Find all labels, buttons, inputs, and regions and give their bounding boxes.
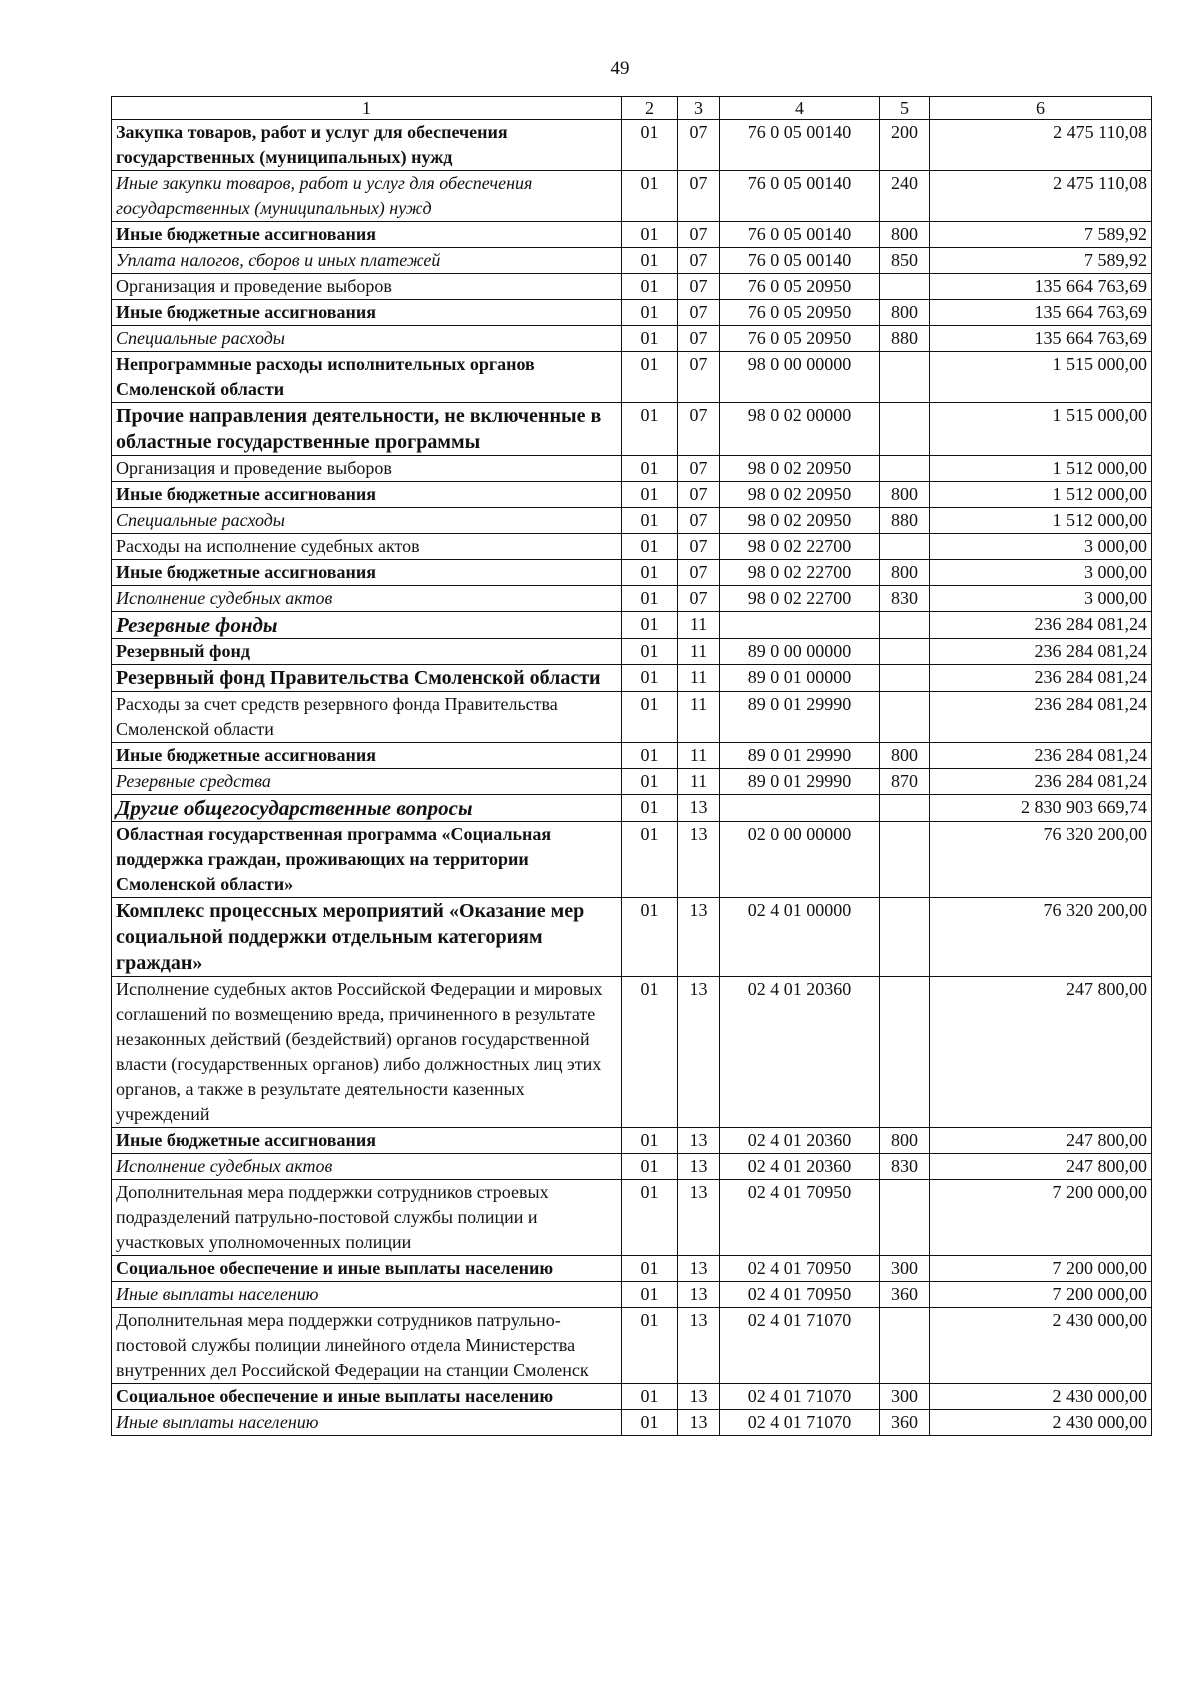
row-name: Другие общегосударственные вопросы — [112, 795, 622, 822]
table-row — [112, 769, 1152, 795]
row-expense-type: 800 — [880, 222, 930, 248]
row-target-code: 02 4 01 70950 — [720, 1256, 880, 1282]
row-section-code: 01 — [622, 769, 678, 795]
row-expense-type — [880, 639, 930, 665]
row-section-code: 01 — [622, 612, 678, 639]
row-name: Комплекс процессных мероприятий «Оказание мер социальной поддержки отдельным категориям граждан» — [112, 898, 622, 977]
row-amount: 2 475 110,08 — [930, 120, 1152, 171]
row-name: Специальные расходы — [112, 508, 622, 534]
row-target-code: 98 0 02 20950 — [720, 482, 880, 508]
row-name: Исполнение судебных актов Российской Федерации и мировых соглашений по возмещению вреда, причиненного в результате незаконных действий (бездействий) органов государственной власти (государственных органов) либо должностных лиц этих органов, а также в результате деятельности казенных учреждений — [112, 977, 622, 1128]
row-name: Иные бюджетные ассигнования — [112, 300, 622, 326]
row-subsection-code: 13 — [678, 977, 720, 1128]
table-row — [112, 248, 1152, 274]
row-name: Закупка товаров, работ и услуг для обеспечения государственных (муниципальных) нужд — [112, 120, 622, 171]
header-row — [112, 97, 1152, 120]
row-subsection-code: 07 — [678, 248, 720, 274]
row-subsection-code: 13 — [678, 1154, 720, 1180]
row-amount: 3 000,00 — [930, 534, 1152, 560]
row-expense-type — [880, 456, 930, 482]
table-row — [112, 586, 1152, 612]
row-name: Иные бюджетные ассигнования — [112, 482, 622, 508]
row-name: Резервный фонд Правительства Смоленской области — [112, 665, 622, 692]
table-row — [112, 665, 1152, 692]
table-row — [112, 612, 1152, 639]
row-section-code: 01 — [622, 403, 678, 456]
row-section-code: 01 — [622, 534, 678, 560]
row-expense-type: 870 — [880, 769, 930, 795]
row-name: Резервные средства — [112, 769, 622, 795]
row-target-code: 02 4 01 20360 — [720, 1154, 880, 1180]
row-name: Иные закупки товаров, работ и услуг для обеспечения государственных (муниципальных) нужд — [112, 171, 622, 222]
row-target-code: 76 0 05 20950 — [720, 326, 880, 352]
row-amount: 1 512 000,00 — [930, 456, 1152, 482]
header-col-4: 4 — [720, 97, 880, 120]
table-row — [112, 403, 1152, 456]
row-name: Расходы на исполнение судебных актов — [112, 534, 622, 560]
table-row — [112, 977, 1152, 1128]
row-section-code: 01 — [622, 326, 678, 352]
row-name: Иные выплаты населению — [112, 1282, 622, 1308]
row-subsection-code: 13 — [678, 795, 720, 822]
row-subsection-code: 07 — [678, 171, 720, 222]
table-row — [112, 1282, 1152, 1308]
table-row — [112, 822, 1152, 898]
row-target-code: 76 0 05 20950 — [720, 274, 880, 300]
table-row — [112, 1154, 1152, 1180]
row-amount: 247 800,00 — [930, 1154, 1152, 1180]
row-amount: 2 430 000,00 — [930, 1308, 1152, 1384]
row-section-code: 01 — [622, 482, 678, 508]
table-row — [112, 1180, 1152, 1256]
table-row — [112, 639, 1152, 665]
row-expense-type: 800 — [880, 560, 930, 586]
row-section-code: 01 — [622, 1256, 678, 1282]
row-section-code: 01 — [622, 586, 678, 612]
row-amount: 135 664 763,69 — [930, 300, 1152, 326]
row-name: Уплата налогов, сборов и иных платежей — [112, 248, 622, 274]
row-target-code: 98 0 02 22700 — [720, 586, 880, 612]
row-subsection-code: 13 — [678, 1282, 720, 1308]
table-row — [112, 743, 1152, 769]
row-expense-type: 850 — [880, 248, 930, 274]
row-expense-type: 800 — [880, 743, 930, 769]
row-name: Организация и проведение выборов — [112, 456, 622, 482]
row-expense-type — [880, 822, 930, 898]
row-subsection-code: 13 — [678, 1128, 720, 1154]
row-subsection-code: 07 — [678, 534, 720, 560]
row-target-code — [720, 795, 880, 822]
table-row — [112, 692, 1152, 743]
row-expense-type — [880, 977, 930, 1128]
row-amount: 1 512 000,00 — [930, 482, 1152, 508]
row-amount: 3 000,00 — [930, 586, 1152, 612]
row-expense-type: 200 — [880, 120, 930, 171]
row-target-code: 98 0 02 20950 — [720, 508, 880, 534]
table-row — [112, 274, 1152, 300]
row-amount: 2 475 110,08 — [930, 171, 1152, 222]
row-expense-type: 300 — [880, 1256, 930, 1282]
row-subsection-code: 07 — [678, 120, 720, 171]
row-expense-type — [880, 1180, 930, 1256]
row-section-code: 01 — [622, 665, 678, 692]
row-section-code: 01 — [622, 795, 678, 822]
row-subsection-code: 13 — [678, 1384, 720, 1410]
row-section-code: 01 — [622, 274, 678, 300]
table-row — [112, 456, 1152, 482]
row-target-code: 02 4 01 20360 — [720, 977, 880, 1128]
row-target-code: 89 0 01 29990 — [720, 769, 880, 795]
row-amount: 236 284 081,24 — [930, 769, 1152, 795]
row-name: Областная государственная программа «Социальная поддержка граждан, проживающих на территории Смоленской области» — [112, 822, 622, 898]
row-name: Дополнительная мера поддержки сотрудников патрульно-постовой службы полиции линейного отдела Министерства внутренних дел Российской Федерации на станции Смоленск — [112, 1308, 622, 1384]
row-target-code: 02 4 01 70950 — [720, 1180, 880, 1256]
row-expense-type — [880, 692, 930, 743]
row-amount: 7 589,92 — [930, 248, 1152, 274]
row-target-code: 98 0 02 20950 — [720, 456, 880, 482]
table-header — [112, 97, 1152, 120]
row-target-code: 76 0 05 00140 — [720, 222, 880, 248]
row-amount: 76 320 200,00 — [930, 822, 1152, 898]
row-subsection-code: 07 — [678, 403, 720, 456]
header-col-1: 1 — [112, 97, 622, 120]
row-amount: 236 284 081,24 — [930, 639, 1152, 665]
row-subsection-code: 13 — [678, 822, 720, 898]
row-name: Иные бюджетные ассигнования — [112, 222, 622, 248]
row-section-code: 01 — [622, 1154, 678, 1180]
row-expense-type: 800 — [880, 482, 930, 508]
row-expense-type — [880, 612, 930, 639]
row-name: Специальные расходы — [112, 326, 622, 352]
row-section-code: 01 — [622, 120, 678, 171]
row-target-code: 76 0 05 20950 — [720, 300, 880, 326]
row-target-code: 98 0 02 00000 — [720, 403, 880, 456]
row-expense-type — [880, 898, 930, 977]
row-section-code: 01 — [622, 1180, 678, 1256]
row-target-code: 89 0 01 00000 — [720, 665, 880, 692]
row-section-code: 01 — [622, 743, 678, 769]
row-name: Иные бюджетные ассигнования — [112, 560, 622, 586]
row-amount: 135 664 763,69 — [930, 274, 1152, 300]
row-name: Непрограммные расходы исполнительных органов Смоленской области — [112, 352, 622, 403]
row-expense-type: 360 — [880, 1282, 930, 1308]
table-row — [112, 1256, 1152, 1282]
row-amount: 7 589,92 — [930, 222, 1152, 248]
row-expense-type: 240 — [880, 171, 930, 222]
row-target-code: 98 0 02 22700 — [720, 560, 880, 586]
header-col-5: 5 — [880, 97, 930, 120]
row-subsection-code: 13 — [678, 898, 720, 977]
table-row — [112, 300, 1152, 326]
table-row — [112, 898, 1152, 977]
row-name: Иные бюджетные ассигнования — [112, 743, 622, 769]
row-amount: 236 284 081,24 — [930, 743, 1152, 769]
row-subsection-code: 07 — [678, 560, 720, 586]
table-row — [112, 534, 1152, 560]
row-subsection-code: 07 — [678, 482, 720, 508]
row-section-code: 01 — [622, 1410, 678, 1436]
row-section-code: 01 — [622, 692, 678, 743]
row-subsection-code: 13 — [678, 1256, 720, 1282]
row-target-code: 02 4 01 71070 — [720, 1384, 880, 1410]
row-subsection-code: 11 — [678, 665, 720, 692]
row-amount: 7 200 000,00 — [930, 1282, 1152, 1308]
row-section-code: 01 — [622, 822, 678, 898]
table-row — [112, 1128, 1152, 1154]
row-target-code: 89 0 00 00000 — [720, 639, 880, 665]
row-name: Иные выплаты населению — [112, 1410, 622, 1436]
row-target-code: 89 0 01 29990 — [720, 743, 880, 769]
row-expense-type — [880, 665, 930, 692]
row-expense-type: 360 — [880, 1410, 930, 1436]
row-subsection-code: 11 — [678, 743, 720, 769]
row-section-code: 01 — [622, 1308, 678, 1384]
row-amount: 2 830 903 669,74 — [930, 795, 1152, 822]
row-name: Иные бюджетные ассигнования — [112, 1128, 622, 1154]
row-expense-type: 830 — [880, 586, 930, 612]
row-amount: 3 000,00 — [930, 560, 1152, 586]
row-name: Организация и проведение выборов — [112, 274, 622, 300]
row-expense-type: 830 — [880, 1154, 930, 1180]
table-row — [112, 795, 1152, 822]
row-amount: 236 284 081,24 — [930, 665, 1152, 692]
row-expense-type: 800 — [880, 300, 930, 326]
row-subsection-code: 07 — [678, 586, 720, 612]
table-row — [112, 171, 1152, 222]
row-subsection-code: 13 — [678, 1410, 720, 1436]
row-name: Прочие направления деятельности, не включенные в областные государственные программы — [112, 403, 622, 456]
row-subsection-code: 11 — [678, 612, 720, 639]
row-subsection-code: 07 — [678, 274, 720, 300]
row-name: Расходы за счет средств резервного фонда Правительства Смоленской области — [112, 692, 622, 743]
row-section-code: 01 — [622, 171, 678, 222]
table-row — [112, 222, 1152, 248]
row-section-code: 01 — [622, 352, 678, 403]
table-row — [112, 326, 1152, 352]
row-subsection-code: 07 — [678, 300, 720, 326]
table-row — [112, 508, 1152, 534]
row-amount: 247 800,00 — [930, 977, 1152, 1128]
row-amount: 2 430 000,00 — [930, 1384, 1152, 1410]
row-amount: 1 515 000,00 — [930, 403, 1152, 456]
table-row — [112, 1384, 1152, 1410]
row-amount: 1 515 000,00 — [930, 352, 1152, 403]
row-amount: 7 200 000,00 — [930, 1180, 1152, 1256]
table-row — [112, 560, 1152, 586]
row-amount: 76 320 200,00 — [930, 898, 1152, 977]
row-subsection-code: 11 — [678, 639, 720, 665]
row-target-code: 89 0 01 29990 — [720, 692, 880, 743]
row-amount: 1 512 000,00 — [930, 508, 1152, 534]
row-name: Социальное обеспечение и иные выплаты населению — [112, 1384, 622, 1410]
row-target-code: 02 4 01 71070 — [720, 1308, 880, 1384]
row-target-code: 02 4 01 20360 — [720, 1128, 880, 1154]
row-subsection-code: 07 — [678, 508, 720, 534]
row-subsection-code: 07 — [678, 456, 720, 482]
row-expense-type — [880, 795, 930, 822]
row-amount: 2 430 000,00 — [930, 1410, 1152, 1436]
table-row — [112, 120, 1152, 171]
header-col-3: 3 — [678, 97, 720, 120]
row-target-code: 76 0 05 00140 — [720, 171, 880, 222]
row-expense-type: 300 — [880, 1384, 930, 1410]
row-section-code: 01 — [622, 898, 678, 977]
row-name: Дополнительная мера поддержки сотрудников строевых подразделений патрульно-постовой службы полиции и участковых уполномоченных полиции — [112, 1180, 622, 1256]
row-subsection-code: 13 — [678, 1308, 720, 1384]
row-target-code: 76 0 05 00140 — [720, 120, 880, 171]
row-amount: 236 284 081,24 — [930, 612, 1152, 639]
row-target-code: 98 0 00 00000 — [720, 352, 880, 403]
header-col-2: 2 — [622, 97, 678, 120]
row-subsection-code: 11 — [678, 692, 720, 743]
row-target-code: 98 0 02 22700 — [720, 534, 880, 560]
row-section-code: 01 — [622, 560, 678, 586]
row-section-code: 01 — [622, 977, 678, 1128]
row-section-code: 01 — [622, 248, 678, 274]
row-expense-type — [880, 534, 930, 560]
row-expense-type — [880, 352, 930, 403]
row-section-code: 01 — [622, 300, 678, 326]
row-name: Исполнение судебных актов — [112, 586, 622, 612]
row-target-code: 02 4 01 70950 — [720, 1282, 880, 1308]
budget-table — [111, 96, 1152, 1436]
table-body — [112, 120, 1152, 1436]
row-section-code: 01 — [622, 456, 678, 482]
row-section-code: 01 — [622, 1128, 678, 1154]
row-amount: 236 284 081,24 — [930, 692, 1152, 743]
row-target-code: 02 0 00 00000 — [720, 822, 880, 898]
row-subsection-code: 07 — [678, 352, 720, 403]
row-amount: 135 664 763,69 — [930, 326, 1152, 352]
row-target-code: 02 4 01 71070 — [720, 1410, 880, 1436]
row-section-code: 01 — [622, 508, 678, 534]
row-target-code — [720, 612, 880, 639]
table-row — [112, 1308, 1152, 1384]
header-col-6: 6 — [930, 97, 1152, 120]
table-row — [112, 352, 1152, 403]
row-expense-type: 880 — [880, 508, 930, 534]
row-target-code: 76 0 05 00140 — [720, 248, 880, 274]
row-amount: 247 800,00 — [930, 1128, 1152, 1154]
row-expense-type: 800 — [880, 1128, 930, 1154]
row-target-code: 02 4 01 00000 — [720, 898, 880, 977]
page-number: 49 — [610, 58, 630, 79]
row-name: Социальное обеспечение и иные выплаты населению — [112, 1256, 622, 1282]
table-row — [112, 482, 1152, 508]
table-row — [112, 1410, 1152, 1436]
row-name: Резервный фонд — [112, 639, 622, 665]
row-expense-type — [880, 403, 930, 456]
row-expense-type: 880 — [880, 326, 930, 352]
row-section-code: 01 — [622, 639, 678, 665]
row-expense-type — [880, 274, 930, 300]
row-subsection-code: 07 — [678, 326, 720, 352]
row-section-code: 01 — [622, 1384, 678, 1410]
row-name: Исполнение судебных актов — [112, 1154, 622, 1180]
row-section-code: 01 — [622, 222, 678, 248]
row-expense-type — [880, 1308, 930, 1384]
row-name: Резервные фонды — [112, 612, 622, 639]
row-subsection-code: 13 — [678, 1180, 720, 1256]
row-amount: 7 200 000,00 — [930, 1256, 1152, 1282]
row-subsection-code: 11 — [678, 769, 720, 795]
row-subsection-code: 07 — [678, 222, 720, 248]
row-section-code: 01 — [622, 1282, 678, 1308]
